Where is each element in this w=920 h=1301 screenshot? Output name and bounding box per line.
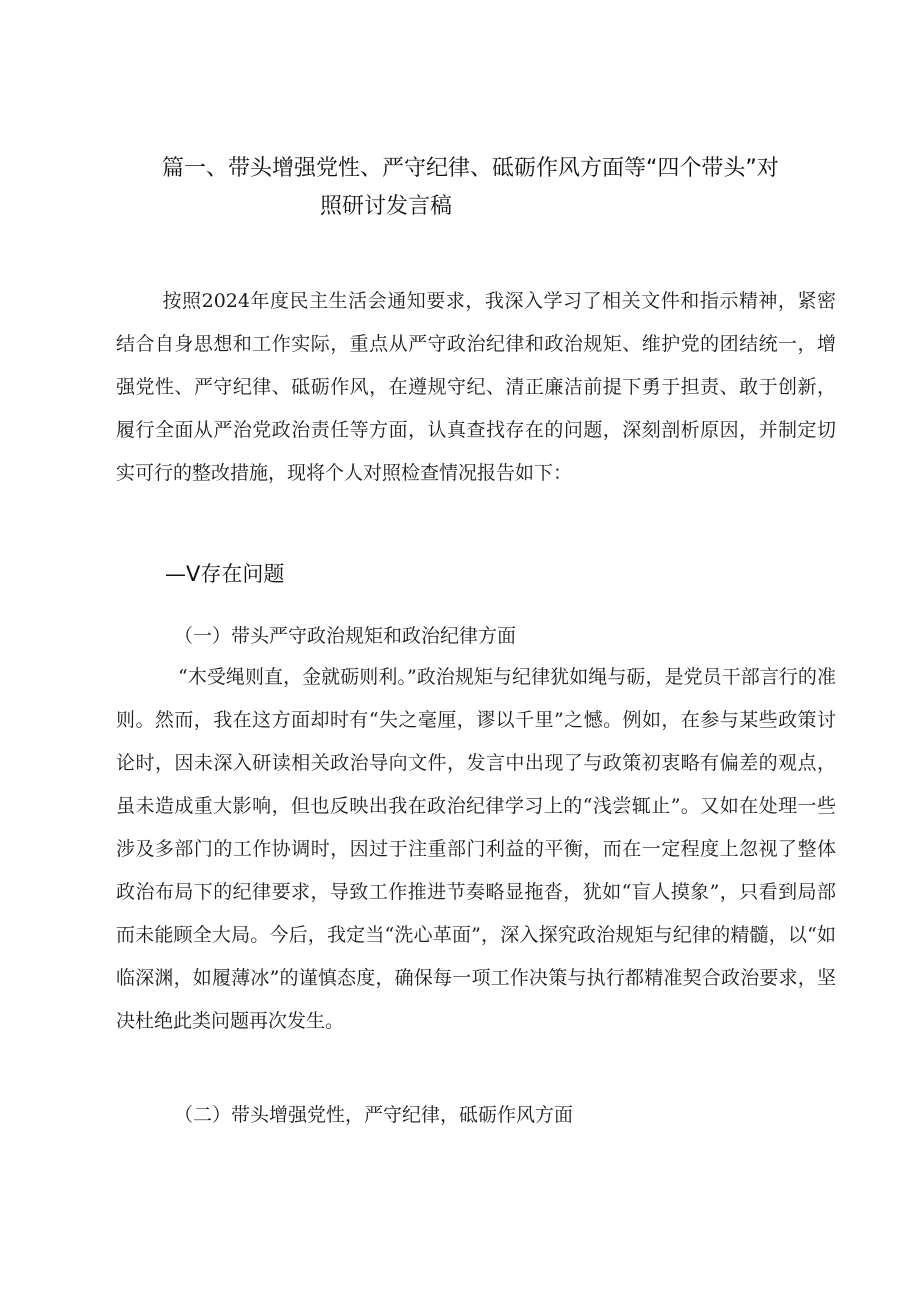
title-line-2: 照研讨发言稿 (320, 194, 453, 219)
title-line-1: 篇一、带头增强党性、严守纪律、砥砺作风方面等“四个带头”对 (162, 156, 779, 181)
body-paragraph-2 (116, 656, 836, 1043)
subsection-heading-2: （二）带头增强党性，严守纪律，砥砺作风方面 (174, 1104, 574, 1126)
section-heading: —V存在问题 (165, 562, 285, 586)
subsection-heading-1: （一）带头严守政治规矩和政治纪律方面 (174, 625, 517, 647)
intro-paragraph (116, 280, 836, 495)
document-title (162, 150, 852, 226)
body-paragraph-2-text: “木受绳则直，金就砺则利。”政治规矩与纪律犹如绳与砺，是党员干部言行的准则。然而，我在这方面却时有“失之毫厘，谬以千里”之憾。例如，在参与某些政策讨论时，因未深入研读相关政治导向文件，发言中出现了与政策初衷略有偏差的观点，虽未造成重大影响，但也反映出我在政治纪律学习上的“浅尝辄止”。又如在处理一些涉及多部门的工作协调时，因过于注重部门利益的平衡，而在一定程度上忽视了整体政治布局下的纪律要求，导致工作推进节奏略显拖沓，犹如“盲人摸象”，只看到局部而未能顾全大局。今后，我定当“洗心革面”，深入探究政治规矩与纪律的精髓，以“如临深渊，如履薄冰”的谨慎态度，确保每一项工作决策与执行都精准契合政治要求，坚决杜绝此类问题再次发生。 (116, 666, 836, 1032)
intro-paragraph-text: 按照2024年度民主生活会通知要求，我深入学习了相关文件和指示精神，紧密结合自身思想和工作实际，重点从严守政治纪律和政治规矩、维护党的团结统一，增强党性、严守纪律、砥砺作风，在遵规守纪、清正廉洁前提下勇于担责、敢于创新，履行全面从严治党政治责任等方面，认真查找存在的问题，深刻剖析原因，并制定切实可行的整改措施，现将个人对照检查情况报告如下： (116, 290, 836, 484)
